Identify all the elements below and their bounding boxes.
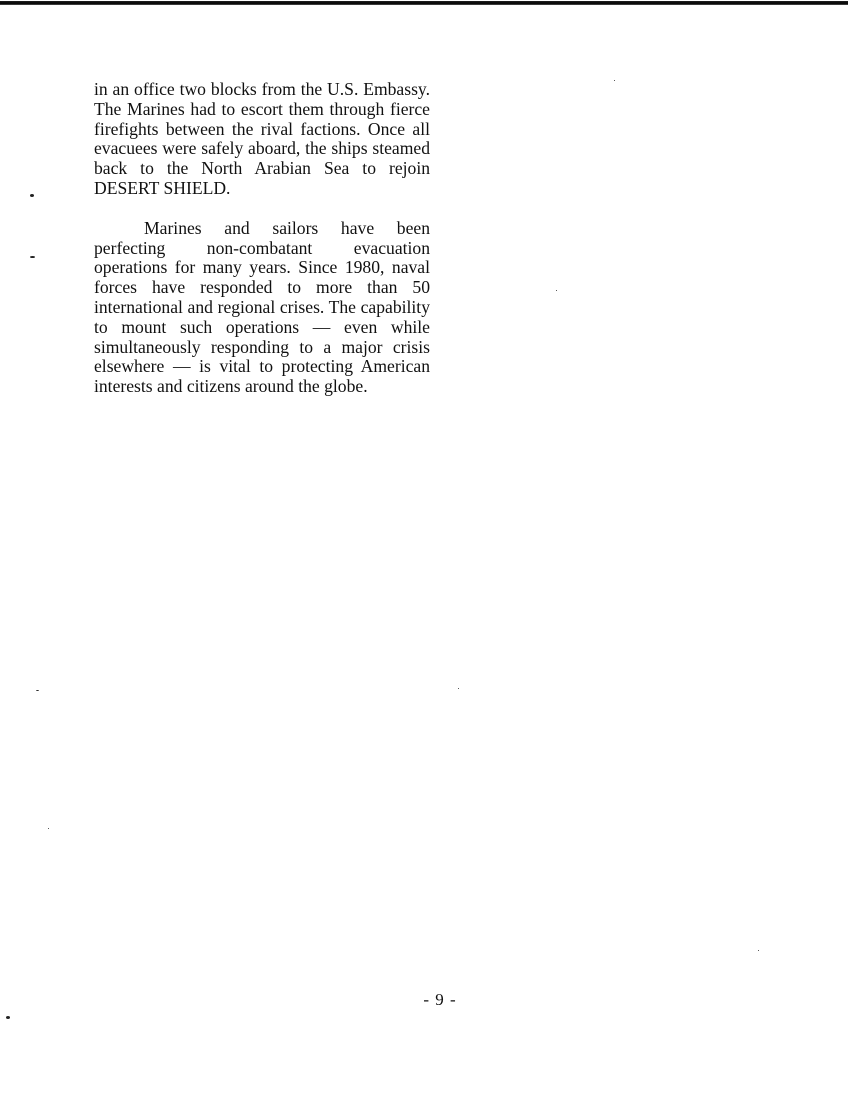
paragraph-evacuation-escort: in an office two blocks from the U.S. Embassy. The Marines had to escort them through fierce firefights between the rival factions. Once all evacuees were safely aboard, the ships steamed back to the North Arabian Sea to rejoin DESERT SHIELD. xyxy=(94,79,430,198)
top-border-rule xyxy=(0,1,848,5)
scan-speck xyxy=(758,950,759,951)
scan-speck xyxy=(6,1016,10,1019)
scan-speck xyxy=(30,256,35,258)
paragraph-neo-operations: Marines and sailors have been perfecting non-combatant evacuation operations for many years. Since 1980, naval forces have responded to more than 50 international and regional crises. The capability to mount such operations — even while simultaneously responding to a major crisis elsewhere — is vital to protecting American interests and citizens around the globe. xyxy=(94,217,430,397)
scan-speck xyxy=(48,828,49,829)
scan-speck xyxy=(36,690,39,691)
scan-speck xyxy=(30,194,34,197)
scan-speck xyxy=(556,290,557,291)
scan-speck xyxy=(458,688,459,689)
scan-speck xyxy=(614,80,615,81)
page-number: - 9 - xyxy=(423,990,457,1009)
body-text-column xyxy=(94,80,430,397)
